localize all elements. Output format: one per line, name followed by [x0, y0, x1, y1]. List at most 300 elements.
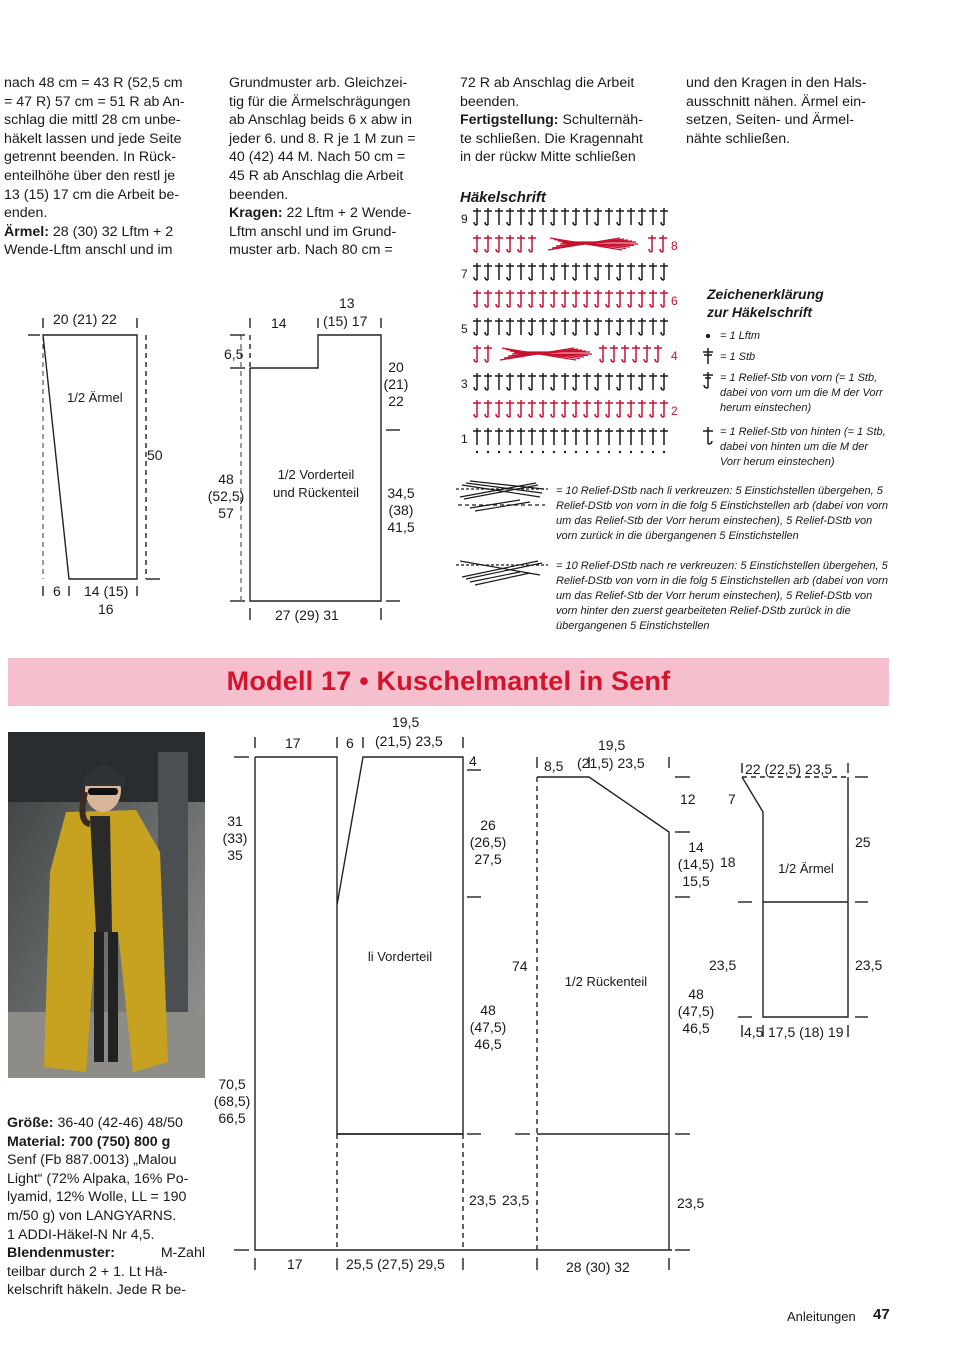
relief-stitch-symbol — [484, 345, 492, 362]
cable-cross-symbol — [500, 348, 592, 360]
relief-stitch-symbol — [528, 400, 536, 417]
relief-stitch-symbol — [572, 208, 580, 225]
dim-label: 22 — [388, 393, 404, 409]
relief-stitch-symbol — [528, 373, 536, 390]
text-line: häkelt lassen und jede Seite — [4, 130, 182, 147]
stitch-symbol — [649, 428, 657, 445]
relief-stitch-symbol — [659, 235, 667, 252]
relief-stitch-symbol — [627, 290, 635, 307]
stitch-symbol — [605, 373, 613, 390]
legend-title: Zeichenerklärung — [707, 286, 824, 302]
dim-label: 19,5 — [392, 714, 420, 730]
stitch-symbol — [605, 208, 613, 225]
dim-label: (68,5) — [213, 1093, 251, 1109]
relief-stitch-symbol — [484, 290, 492, 307]
relief-stitch-symbol — [506, 290, 514, 307]
row-number: 9 — [461, 212, 468, 226]
relief-stitch-symbol — [473, 208, 481, 225]
relief-stitch-symbol — [528, 318, 536, 335]
dim-label: 74 — [512, 958, 528, 974]
dim-label: 12 — [680, 791, 696, 807]
text-line: Wende-Lftm anschl und im — [4, 242, 173, 259]
stb-icon — [703, 348, 713, 364]
text-line: beenden. — [229, 186, 289, 203]
relief-stitch-symbol — [616, 290, 624, 307]
dim-label: 17 — [287, 1256, 303, 1272]
piece-label: 1/2 Ärmel — [778, 861, 834, 876]
dim-label: 57 — [218, 505, 234, 521]
dim-label: (21,5) 23,5 — [375, 733, 443, 749]
dim-label: 70,5 — [218, 1076, 246, 1092]
row-number: 5 — [461, 322, 468, 336]
footer-section: Anleitungen — [787, 1309, 856, 1324]
dim-label: 4,5 — [744, 1024, 764, 1040]
stitch-symbol — [638, 428, 646, 445]
dim-label: 17 — [285, 735, 301, 751]
text-line: Fertigstellung: Schulternäh- — [460, 112, 643, 129]
relief-stitch-symbol — [594, 290, 602, 307]
chain-dot — [531, 451, 533, 453]
dim-label: 17,5 (18) 19 — [768, 1024, 844, 1040]
dim-label: (52,5) — [207, 488, 245, 504]
text-line: ab Anschlag beids 6 x abw in — [229, 112, 412, 129]
dim-label: 16 — [98, 601, 114, 617]
stitch-symbol — [517, 318, 525, 335]
relief-stitch-symbol — [506, 318, 514, 335]
chain-dot — [597, 451, 599, 453]
text-line: getrennt beenden. In Rück- — [4, 149, 176, 166]
cross-left-icon — [456, 481, 548, 511]
text-line: Lftm anschl und im Grund- — [229, 223, 397, 240]
relief-stitch-symbol — [484, 235, 492, 252]
stitch-symbol — [649, 263, 657, 280]
dim-label: 23,5 — [709, 957, 737, 973]
dim-label: 34,5 — [387, 485, 415, 501]
stitch-symbol — [495, 263, 503, 280]
piece-label: 1/2 Rückenteil — [564, 974, 648, 989]
sleeve-schematic-top — [28, 318, 160, 596]
chain-stitch-icon — [707, 335, 710, 338]
text-line: Kragen: 22 Lftm + 2 Wende- — [229, 205, 412, 222]
stitch-symbol — [561, 208, 569, 225]
kragen-heading: Kragen: — [229, 205, 283, 222]
stitch-symbol — [649, 208, 657, 225]
relief-stitch-symbol — [616, 318, 624, 335]
dim-label: 27 (29) 31 — [275, 607, 339, 623]
relief-stitch-symbol — [643, 345, 651, 362]
chain-dot — [663, 451, 665, 453]
stitch-symbol — [517, 263, 525, 280]
stitch-symbol — [561, 318, 569, 335]
dim-label: (14,5) — [677, 856, 715, 872]
dim-label: 6 — [53, 583, 61, 599]
text-line: 1 ADDI-Häkel-N Nr 4,5. — [7, 1226, 155, 1243]
stitch-symbol — [495, 373, 503, 390]
text-line: jeder 6. und 8. R je 1 M zun = — [229, 130, 416, 147]
relief-stitch-symbol — [561, 400, 569, 417]
stitch-symbol — [495, 208, 503, 225]
legend-item: = 1 Lftm — [720, 330, 761, 342]
relief-stitch-symbol — [517, 290, 525, 307]
relief-stitch-symbol — [621, 345, 629, 362]
relief-stitch-symbol — [572, 290, 580, 307]
dim-label: (21,5) 23,5 — [577, 755, 645, 771]
stitch-symbol — [627, 263, 635, 280]
model-title: Modell 17 • Kuschelmantel in Senf — [226, 666, 671, 696]
relief-stitch-symbol — [495, 400, 503, 417]
relief-stitch-symbol — [473, 318, 481, 335]
relief-stitch-symbol — [506, 208, 514, 225]
legend-item: = 1 Relief-Stb von hinten (= 1 Stb, dabei von hinten um die M der Vorr herum einstechen) — [720, 426, 886, 468]
relief-stitch-symbol — [594, 208, 602, 225]
stitch-symbol — [506, 428, 514, 445]
text-line: lyamid, 12% Wolle, LL = 190 — [7, 1189, 187, 1206]
dim-label: 31 — [227, 813, 243, 829]
relief-stitch-symbol — [638, 263, 646, 280]
relief-stitch-symbol — [616, 208, 624, 225]
text-line: kelschrift häkeln. Jede R be- — [7, 1282, 187, 1299]
dim-label: 46,5 — [682, 1020, 710, 1036]
text-line: Grundmuster arb. Gleichzei- — [229, 75, 408, 91]
relief-stitch-symbol — [660, 208, 668, 225]
legend-item: = 1 Stb — [720, 351, 756, 363]
chain-dot — [553, 451, 555, 453]
legend-title: zur Häkelschrift — [707, 304, 813, 320]
relief-stitch-symbol — [517, 235, 525, 252]
relief-stitch-symbol — [561, 290, 569, 307]
relief-stitch-symbol — [660, 318, 668, 335]
stitch-symbol — [539, 208, 547, 225]
relief-stitch-symbol — [610, 345, 618, 362]
dim-label: 22 (22,5) 23,5 — [745, 761, 833, 777]
relief-stitch-symbol — [572, 373, 580, 390]
dim-label: 13 — [339, 295, 355, 311]
relief-front-icon — [703, 372, 713, 388]
text-line: teilbar durch 2 + 1. Lt Hä- — [7, 1263, 168, 1280]
stitch-symbol — [572, 428, 580, 445]
dim-label: (33) — [222, 830, 248, 846]
relief-stitch-symbol — [473, 373, 481, 390]
relief-stitch-symbol — [594, 400, 602, 417]
model-photo — [8, 732, 205, 1078]
relief-stitch-symbol — [599, 345, 607, 362]
dim-label: 46,5 — [474, 1036, 502, 1052]
relief-stitch-symbol — [649, 290, 657, 307]
relief-stitch-symbol — [638, 208, 646, 225]
stitch-symbol — [495, 428, 503, 445]
chain-dot — [498, 451, 500, 453]
relief-stitch-symbol — [638, 290, 646, 307]
relief-stitch-symbol — [473, 263, 481, 280]
text-line: 72 R ab Anschlag die Arbeit — [460, 75, 635, 91]
dim-label: 23,5 — [502, 1192, 530, 1208]
chain-dot — [586, 451, 588, 453]
stitch-symbol — [561, 373, 569, 390]
stitch-symbol — [583, 318, 591, 335]
relief-stitch-symbol — [660, 400, 668, 417]
stitch-symbol — [605, 263, 613, 280]
chain-dot — [641, 451, 643, 453]
stitch-symbol — [517, 208, 525, 225]
legend-cross-left: = 10 Relief-DStb nach li verkreuzen: 5 Einstichstellen übergehen, 5 Relief-DStb von vorn in die folg 5 Einstichstellen arb (dabei von vorn um das Relief-Stb der Vorr herum einstechen), 5 Relief-DStb von vorn zurück in die übergangenen 5 Einstichstellen — [556, 485, 889, 542]
dim-label: 28 (30) 32 — [566, 1259, 630, 1275]
cross-right-icon — [456, 561, 548, 585]
relief-stitch-symbol — [484, 318, 492, 335]
relief-stitch-symbol — [660, 290, 668, 307]
dim-label: 25,5 (27,5) 29,5 — [346, 1256, 445, 1272]
relief-stitch-symbol — [632, 345, 640, 362]
dim-label: 26 — [480, 817, 496, 833]
relief-stitch-symbol — [605, 290, 613, 307]
relief-stitch-symbol — [616, 400, 624, 417]
row-number: 1 — [461, 432, 468, 446]
crochet-chart — [473, 208, 668, 453]
text-line: muster arb. Nach 80 cm = — [229, 242, 393, 259]
stitch-symbol — [660, 428, 668, 445]
relief-stitch-symbol — [550, 290, 558, 307]
piece-label: 1/2 Ärmel — [67, 390, 123, 405]
dim-label: 23,5 — [677, 1195, 705, 1211]
relief-stitch-symbol — [638, 318, 646, 335]
relief-back-icon — [703, 427, 713, 444]
row-number: 3 — [461, 377, 468, 391]
dim-label: 20 (21) 22 — [53, 311, 117, 327]
stitch-symbol — [583, 263, 591, 280]
legend-item: = 1 Relief-Stb von vorn (= 1 Stb, dabei von vorn um die M der Vorr herum einstechen) — [720, 372, 883, 414]
legend-symbols — [456, 335, 713, 585]
stitch-symbol — [528, 428, 536, 445]
relief-stitch-symbol — [638, 373, 646, 390]
stitch-symbol — [539, 373, 547, 390]
sleeve-schematic-bottom — [738, 763, 868, 1037]
chain-dot — [630, 451, 632, 453]
chain-dot — [652, 451, 654, 453]
relief-stitch-symbol — [495, 235, 503, 252]
relief-stitch-symbol — [660, 373, 668, 390]
relief-stitch-symbol — [539, 400, 547, 417]
chain-dot — [509, 451, 511, 453]
relief-stitch-symbol — [484, 263, 492, 280]
text-line: 40 (42) 44 M. Nach 50 cm = — [229, 149, 406, 166]
stitch-symbol — [627, 373, 635, 390]
aermel-heading: Ärmel: — [4, 223, 49, 240]
relief-stitch-symbol — [550, 373, 558, 390]
chain-dot — [542, 451, 544, 453]
legend-cross-right: = 10 Relief-DStb nach re verkreuzen: 5 Einstichstellen übergehen, 5 Relief-DStb von vorn in die folg 5 Einstichstellen arb (dabei von vorn um das Relief-Stb der Vorr herum einstechen), 5 Relief-DStb von vorn hinter den zuerst gearbeiteten Relief-DStb zurück in die übergangenen 5 Einstichstellen — [556, 560, 889, 632]
relief-stitch-symbol — [528, 208, 536, 225]
dim-label: (38) — [388, 502, 414, 518]
text-line: ausschnitt nähen. Ärmel ein- — [686, 93, 866, 110]
dim-label: (47,5) — [677, 1003, 715, 1019]
relief-stitch-symbol — [616, 263, 624, 280]
text-line: Light“ (72% Alpaka, 16% Po- — [7, 1170, 189, 1187]
relief-stitch-symbol — [506, 263, 514, 280]
relief-stitch-symbol — [528, 290, 536, 307]
stitch-symbol — [517, 373, 525, 390]
dim-label: 48 — [480, 1002, 496, 1018]
dim-label: 48 — [218, 471, 234, 487]
chart-title: Häkelschrift — [460, 189, 546, 206]
text-line: m/50 g) von LANGYARNS. — [7, 1207, 177, 1224]
text-line: = 47 R) 57 cm = 51 R ab An- — [4, 93, 185, 110]
text-line: enden. — [4, 205, 48, 222]
relief-stitch-symbol — [484, 400, 492, 417]
chain-dot — [564, 451, 566, 453]
dim-label: 66,5 — [218, 1110, 246, 1126]
relief-stitch-symbol — [616, 373, 624, 390]
dim-label: 8,5 — [544, 758, 564, 774]
piece-label: und Rückenteil — [273, 485, 359, 500]
relief-stitch-symbol — [506, 373, 514, 390]
stitch-symbol — [605, 428, 613, 445]
relief-stitch-symbol — [484, 208, 492, 225]
stitch-symbol — [539, 318, 547, 335]
relief-stitch-symbol — [473, 290, 481, 307]
relief-stitch-symbol — [473, 400, 481, 417]
relief-stitch-symbol — [572, 263, 580, 280]
relief-stitch-symbol — [506, 235, 514, 252]
model-photo-illustration — [8, 732, 205, 1078]
relief-stitch-symbol — [550, 400, 558, 417]
stitch-symbol — [583, 428, 591, 445]
stitch-symbol — [517, 428, 525, 445]
stitch-symbol — [605, 318, 613, 335]
stitch-symbol — [616, 428, 624, 445]
dim-label: 50 — [147, 447, 163, 463]
relief-stitch-symbol — [654, 345, 662, 362]
dim-label: 25 — [855, 834, 871, 850]
stitch-symbol — [583, 208, 591, 225]
front-schematic-bottom — [234, 737, 672, 1270]
dim-label: 27,5 — [474, 851, 502, 867]
relief-stitch-symbol — [572, 400, 580, 417]
text-line: beenden. — [460, 93, 520, 110]
relief-stitch-symbol — [473, 235, 481, 252]
chain-dot — [476, 451, 478, 453]
row-number-red: 2 — [671, 404, 678, 418]
text-line: tig für die Ärmelschrägungen — [229, 93, 411, 110]
relief-stitch-symbol — [594, 373, 602, 390]
text-line: Senf (Fb 887.0013) „Malou — [7, 1152, 177, 1169]
stitch-symbol — [561, 428, 569, 445]
stitch-symbol — [550, 428, 558, 445]
text-line: 45 R ab Anschlag die Arbeit — [229, 167, 404, 184]
stitch-symbol — [627, 318, 635, 335]
text-line: nach 48 cm = 43 R (52,5 cm — [4, 75, 183, 91]
cable-cross-symbol — [548, 238, 638, 250]
fertigstellung-heading: Fertigstellung: — [460, 112, 559, 129]
dim-label: 15,5 — [682, 873, 710, 889]
piece-label: 1/2 Vorderteil — [277, 467, 355, 482]
text-line: enteilhöhe über den restl je — [4, 167, 176, 184]
stitch-symbol — [539, 263, 547, 280]
info-block — [7, 1114, 205, 1300]
text-line: nähte schließen. — [686, 130, 791, 147]
relief-stitch-symbol — [649, 400, 657, 417]
dim-label: 7 — [728, 791, 736, 807]
chain-dot — [520, 451, 522, 453]
dim-label: 19,5 — [598, 737, 626, 753]
stitch-symbol — [539, 428, 547, 445]
relief-stitch-symbol — [473, 345, 481, 362]
stitch-symbol — [649, 373, 657, 390]
relief-stitch-symbol — [495, 290, 503, 307]
piece-label: li Vorderteil — [367, 949, 433, 964]
relief-stitch-symbol — [484, 373, 492, 390]
relief-stitch-symbol — [572, 318, 580, 335]
dim-label: (21) — [383, 376, 409, 392]
text-line: schlag die mittl 28 cm unbe- — [4, 112, 181, 129]
dim-label: 6 — [346, 735, 354, 751]
dim-label: 41,5 — [387, 519, 415, 535]
relief-stitch-symbol — [583, 400, 591, 417]
dim-label: (47,5) — [469, 1019, 507, 1035]
dim-label: 23,5 — [855, 957, 883, 973]
text-line: setzen, Seiten- und Ärmel- — [686, 112, 854, 129]
stitch-symbol — [627, 428, 635, 445]
relief-stitch-symbol — [594, 318, 602, 335]
chain-dot — [619, 451, 621, 453]
text-line: Blendenmuster: M-Zahl — [7, 1245, 205, 1262]
dim-label: 48 — [688, 986, 704, 1002]
text-line: Ärmel: 28 (30) 32 Lftm + 2 — [4, 223, 174, 240]
dim-label: 4 — [469, 753, 477, 769]
relief-stitch-symbol — [528, 235, 536, 252]
row-number-red: 4 — [671, 349, 678, 363]
back-schematic-bottom — [515, 757, 690, 1270]
row-number: 7 — [461, 267, 468, 281]
stitch-symbol — [561, 263, 569, 280]
relief-stitch-symbol — [660, 263, 668, 280]
model-banner — [8, 658, 889, 706]
dim-label: 14 (15) — [84, 583, 129, 599]
page-number: 47 — [873, 1306, 890, 1323]
relief-stitch-symbol — [539, 290, 547, 307]
row-number-red: 8 — [671, 239, 678, 253]
relief-stitch-symbol — [583, 290, 591, 307]
relief-stitch-symbol — [594, 263, 602, 280]
dim-label: 23,5 — [469, 1192, 497, 1208]
relief-stitch-symbol — [550, 263, 558, 280]
relief-stitch-symbol — [638, 400, 646, 417]
relief-stitch-symbol — [627, 400, 635, 417]
dim-label: 14 — [271, 315, 287, 331]
dim-label: 18 — [720, 854, 736, 870]
text-line: 13 (15) 17 cm die Arbeit be- — [4, 186, 180, 203]
relief-stitch-symbol — [506, 400, 514, 417]
text-line: te schließen. Die Kragennaht — [460, 130, 643, 147]
chain-dot — [487, 451, 489, 453]
relief-stitch-symbol — [528, 263, 536, 280]
stitch-symbol — [473, 428, 481, 445]
chain-dot — [575, 451, 577, 453]
dim-label: (26,5) — [469, 834, 507, 850]
dim-label: 14 — [688, 839, 704, 855]
dim-label: 6,5 — [224, 346, 244, 362]
chain-dot — [608, 451, 610, 453]
row-number-red: 6 — [671, 294, 678, 308]
relief-stitch-symbol — [517, 400, 525, 417]
dim-label: 35 — [227, 847, 243, 863]
dim-label: (15) 17 — [323, 313, 368, 329]
text-line: und den Kragen in den Hals- — [686, 75, 867, 91]
stitch-symbol — [495, 318, 503, 335]
relief-stitch-symbol — [648, 235, 656, 252]
relief-stitch-symbol — [550, 318, 558, 335]
text-line: Material: 700 (750) 800 g — [7, 1133, 171, 1150]
text-line: Größe: 36-40 (42-46) 48/50 — [7, 1115, 183, 1131]
stitch-symbol — [583, 373, 591, 390]
